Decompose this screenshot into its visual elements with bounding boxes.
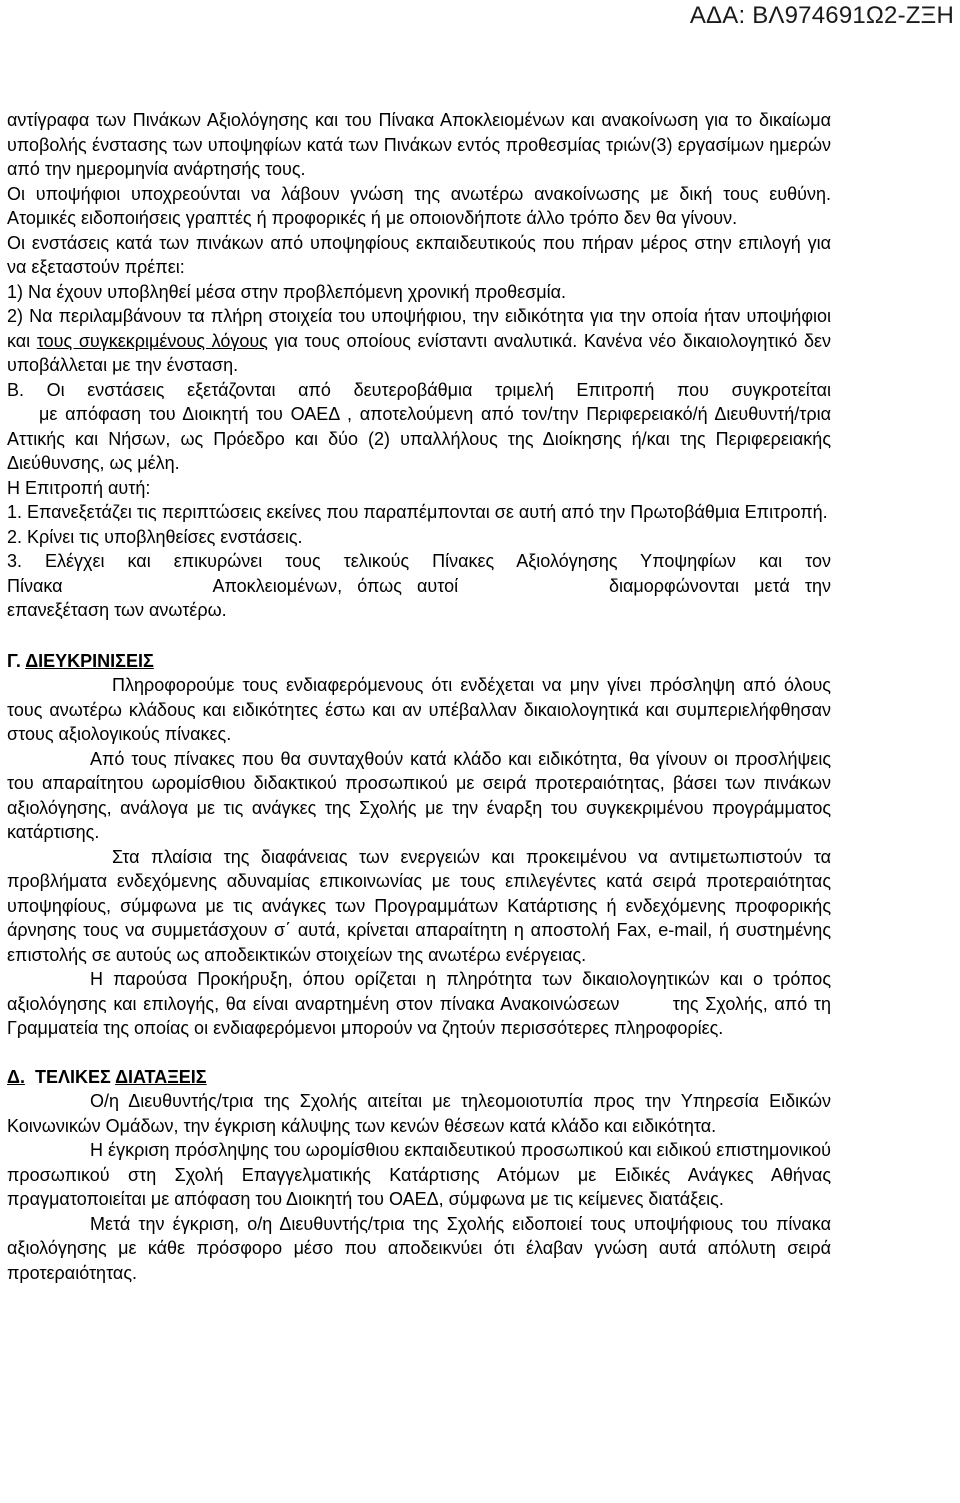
final-provisions-paragraph-3: Μετά την έγκριση, ο/η Διευθυντής/τρια της Σχολής ειδοποιεί τους υποψήφιους του πίνακα αξιολόγησης με κάθε πρόσφορο μέσο που αποδεικνύει ότι έλαβαν γνώση αυτά απόλυτη σειρά προτεραιότητας.: [7, 1213, 831, 1283]
paragraph-second-committee: Β. Οι ενστάσεις εξετάζονται από δευτεροβάθμια τριμελή Επιτροπή που συγκροτείται: [7, 379, 831, 400]
ada-code: ΑΔΑ: ΒΛ974691Ω2-ΖΞΗ: [689, 2, 954, 29]
heading-title-end: ΔΙΑΤΑΞΕΙΣ: [115, 1066, 207, 1087]
committee-label: Η Επιτροπή αυτή:: [7, 477, 151, 498]
spacer: [7, 623, 831, 649]
clarification-paragraph-2: Από τους πίνακες που θα συνταχθούν κατά κλάδο και ειδικότητα, θα γίνουν οι προσλήψεις του απαραίτητου ωρομίσθιου διδακτικού προσωπικού με σειρά προτεραιότητας, βάσει των πινάκων αξιολόγησης, ανάλογα με τις ανάγκες της Σχολής με την έναρξη του συγκεκριμένου προγράμματος κατάρτισης.: [7, 748, 831, 842]
heading-letter: Γ.: [7, 650, 26, 671]
committee-duty-3-line2: Πίνακα Αποκλειομένων, όπως αυτοί διαμορφώνονται μετά την: [7, 575, 831, 596]
clarification-paragraph-1: Πληροφορούμε τους ενδιαφερόμενους ότι ενδέχεται να μην γίνει πρόσληψη από όλους τους ανωτέρω κλάδους και ειδικότητες έστω και αν υπέβαλλαν δικαιολογητικά και συμπεριελήφθησαν στους αξιολογικούς πίνακες.: [7, 675, 831, 744]
committee-composition-text: με απόφαση του Διοικητή του ΟΑΕΔ , αποτελούμενη από τον/την Περιφερειακό/ή Διευθυντή/τρια Αττικής και Νήσων, ως Πρόεδρο και δύο (2) υπαλλήλους της Διοίκησης ή/και της Περιφερειακής Διεύθυνσης, ως μέλη.: [7, 404, 831, 473]
heading-title-start: ΤΕΛΙΚΕΣ: [24, 1066, 116, 1087]
document-body: [7, 108, 837, 1285]
final-provisions-paragraph-2: Η έγκριση πρόσληψης του ωρομίσθιου εκπαιδευτικού προσωπικού και ειδικού επιστημονικού προσωπικού στη Σχολή Επαγγελματικής Κατάρτισης Ατόμων με Ειδικές Ανάγκες Αθήνας πραγματοποιείται με απόφαση του Διοικητή του ΟΑΕΔ, σύμφωνα με τις κείμενες διατάξεις.: [7, 1140, 831, 1209]
section-heading-clarifications: [7, 649, 831, 674]
clarification-paragraph-3: Στα πλαίσια της διαφάνειας των ενεργειών και προκειμένου να αντιμετωπιστούν τα προβλήματα ενδεχόμενης αδυναμίας επικοινωνίας με τους επιλεγέντες κατά σειρά προτεραιότητας υποψηφίους, σύμφωνα με τις ανάγκες των Προγραμμάτων Κατάρτισης ή ενδεχόμενης προφορικής άρνησης τους να συμμετάσχουν σ΄ αυτά, κρίνεται απαραίτητη η αποστολή Fax, e-mail, ή συστημένης επιστολής σε αυτούς ως αποδεικτικών στοιχείων της ανωτέρω ενέργειας.: [7, 846, 831, 965]
committee-duty-1: 1. Επανεξετάζει τις περιπτώσεις εκείνες που παραπέμπονται σε αυτή από την Πρωτοβάθμια Επιτροπή.: [7, 502, 828, 522]
clarification-paragraph-4: Η παρούσα Προκήρυξη, όπου ορίζεται η πληρότητα των δικαιολογητικών και ο τρόπος αξιολόγησης και επιλογής, θα είναι αναρτημένη στον πίνακα Ανακοινώσεων της Σχολής, από τη Γραμματεία της οποίας οι ενδιαφερόμενοι μπορούν να ζητούν περισσότερες πληροφορίες.: [7, 969, 837, 1038]
committee-duty-3-line1: 3. Ελέγχει και επικυρώνει τους τελικούς Πίνακες Αξιολόγησης Υποψηφίων και τον: [7, 551, 831, 571]
committee-duty-2: 2. Κρίνει τις υποβληθείσες ενστάσεις.: [7, 526, 303, 547]
objection-requirement-1: 1) Να έχουν υποβληθεί μέσα στην προβλεπόμενη χρονική προθεσμία.: [7, 281, 567, 302]
final-provisions-paragraph-1: Ο/η Διευθυντής/τρια της Σχολής αιτείται με τηλεομοιοτυπία προς την Υπηρεσία Ειδικών Κοινωνικών Ομάδων, την έγκριση κάλυψης των κενών θέσεων κατά κλάδο και ειδικότητα.: [7, 1091, 831, 1136]
heading-title: ΔΙΕΥΚΡΙΝΙΣΕΙΣ: [25, 650, 154, 671]
committee-duty-3-line3: επανεξέταση των ανωτέρω.: [7, 600, 227, 620]
objection-requirement-2: [7, 304, 831, 378]
objection-requirement-2-start: 2) Να περιλαμβάνουν τα πλήρη στοιχεία του υποψήφιου, την ειδικότητα για την οποία ήταν υποψήφιοι και: [7, 306, 831, 351]
paragraph-objections-intro: Οι ενστάσεις κατά των πινάκων από υποψηφίους εκπαιδευτικούς που πήραν μέρος στην επιλογή για να εξεταστούν πρέπει:: [7, 232, 831, 277]
paragraph-committee-composition: [7, 402, 831, 476]
spacer: [7, 1041, 831, 1065]
paragraph-tables-announcement: αντίγραφα των Πινάκων Αξιολόγησης και του Πίνακα Αποκλειομένων και ανακοίνωση για το δικαίωμα υποβολής ένστασης των υποψηφίων κατά των Πινάκων εντός προθεσμίας τριών(3) εργασίμων ημερών από την ημερομηνία ανάρτησής τους.: [7, 110, 831, 179]
objection-requirement-2-end: για τους οποίους ενίσταντι αναλυτικά. Κανένα νέο δικαιολογητικό δεν υποβάλλεται με την ένσταση.: [7, 330, 831, 375]
objection-reasons-underlined: τους συγκεκριμένους λόγους: [36, 330, 268, 351]
heading-letter: Δ.: [7, 1066, 25, 1087]
section-heading-final-provisions: [7, 1065, 831, 1090]
paragraph-candidates-notice: Οι υποψήφιοι υποχρεούνται να λάβουν γνώση της ανωτέρω ανακοίνωσης με δική τους ευθύνη. Ατομικές ειδοποιήσεις γραπτές ή προφορικές ή με οποιονδήποτε άλλο τρόπο δεν θα γίνουν.: [7, 183, 831, 228]
